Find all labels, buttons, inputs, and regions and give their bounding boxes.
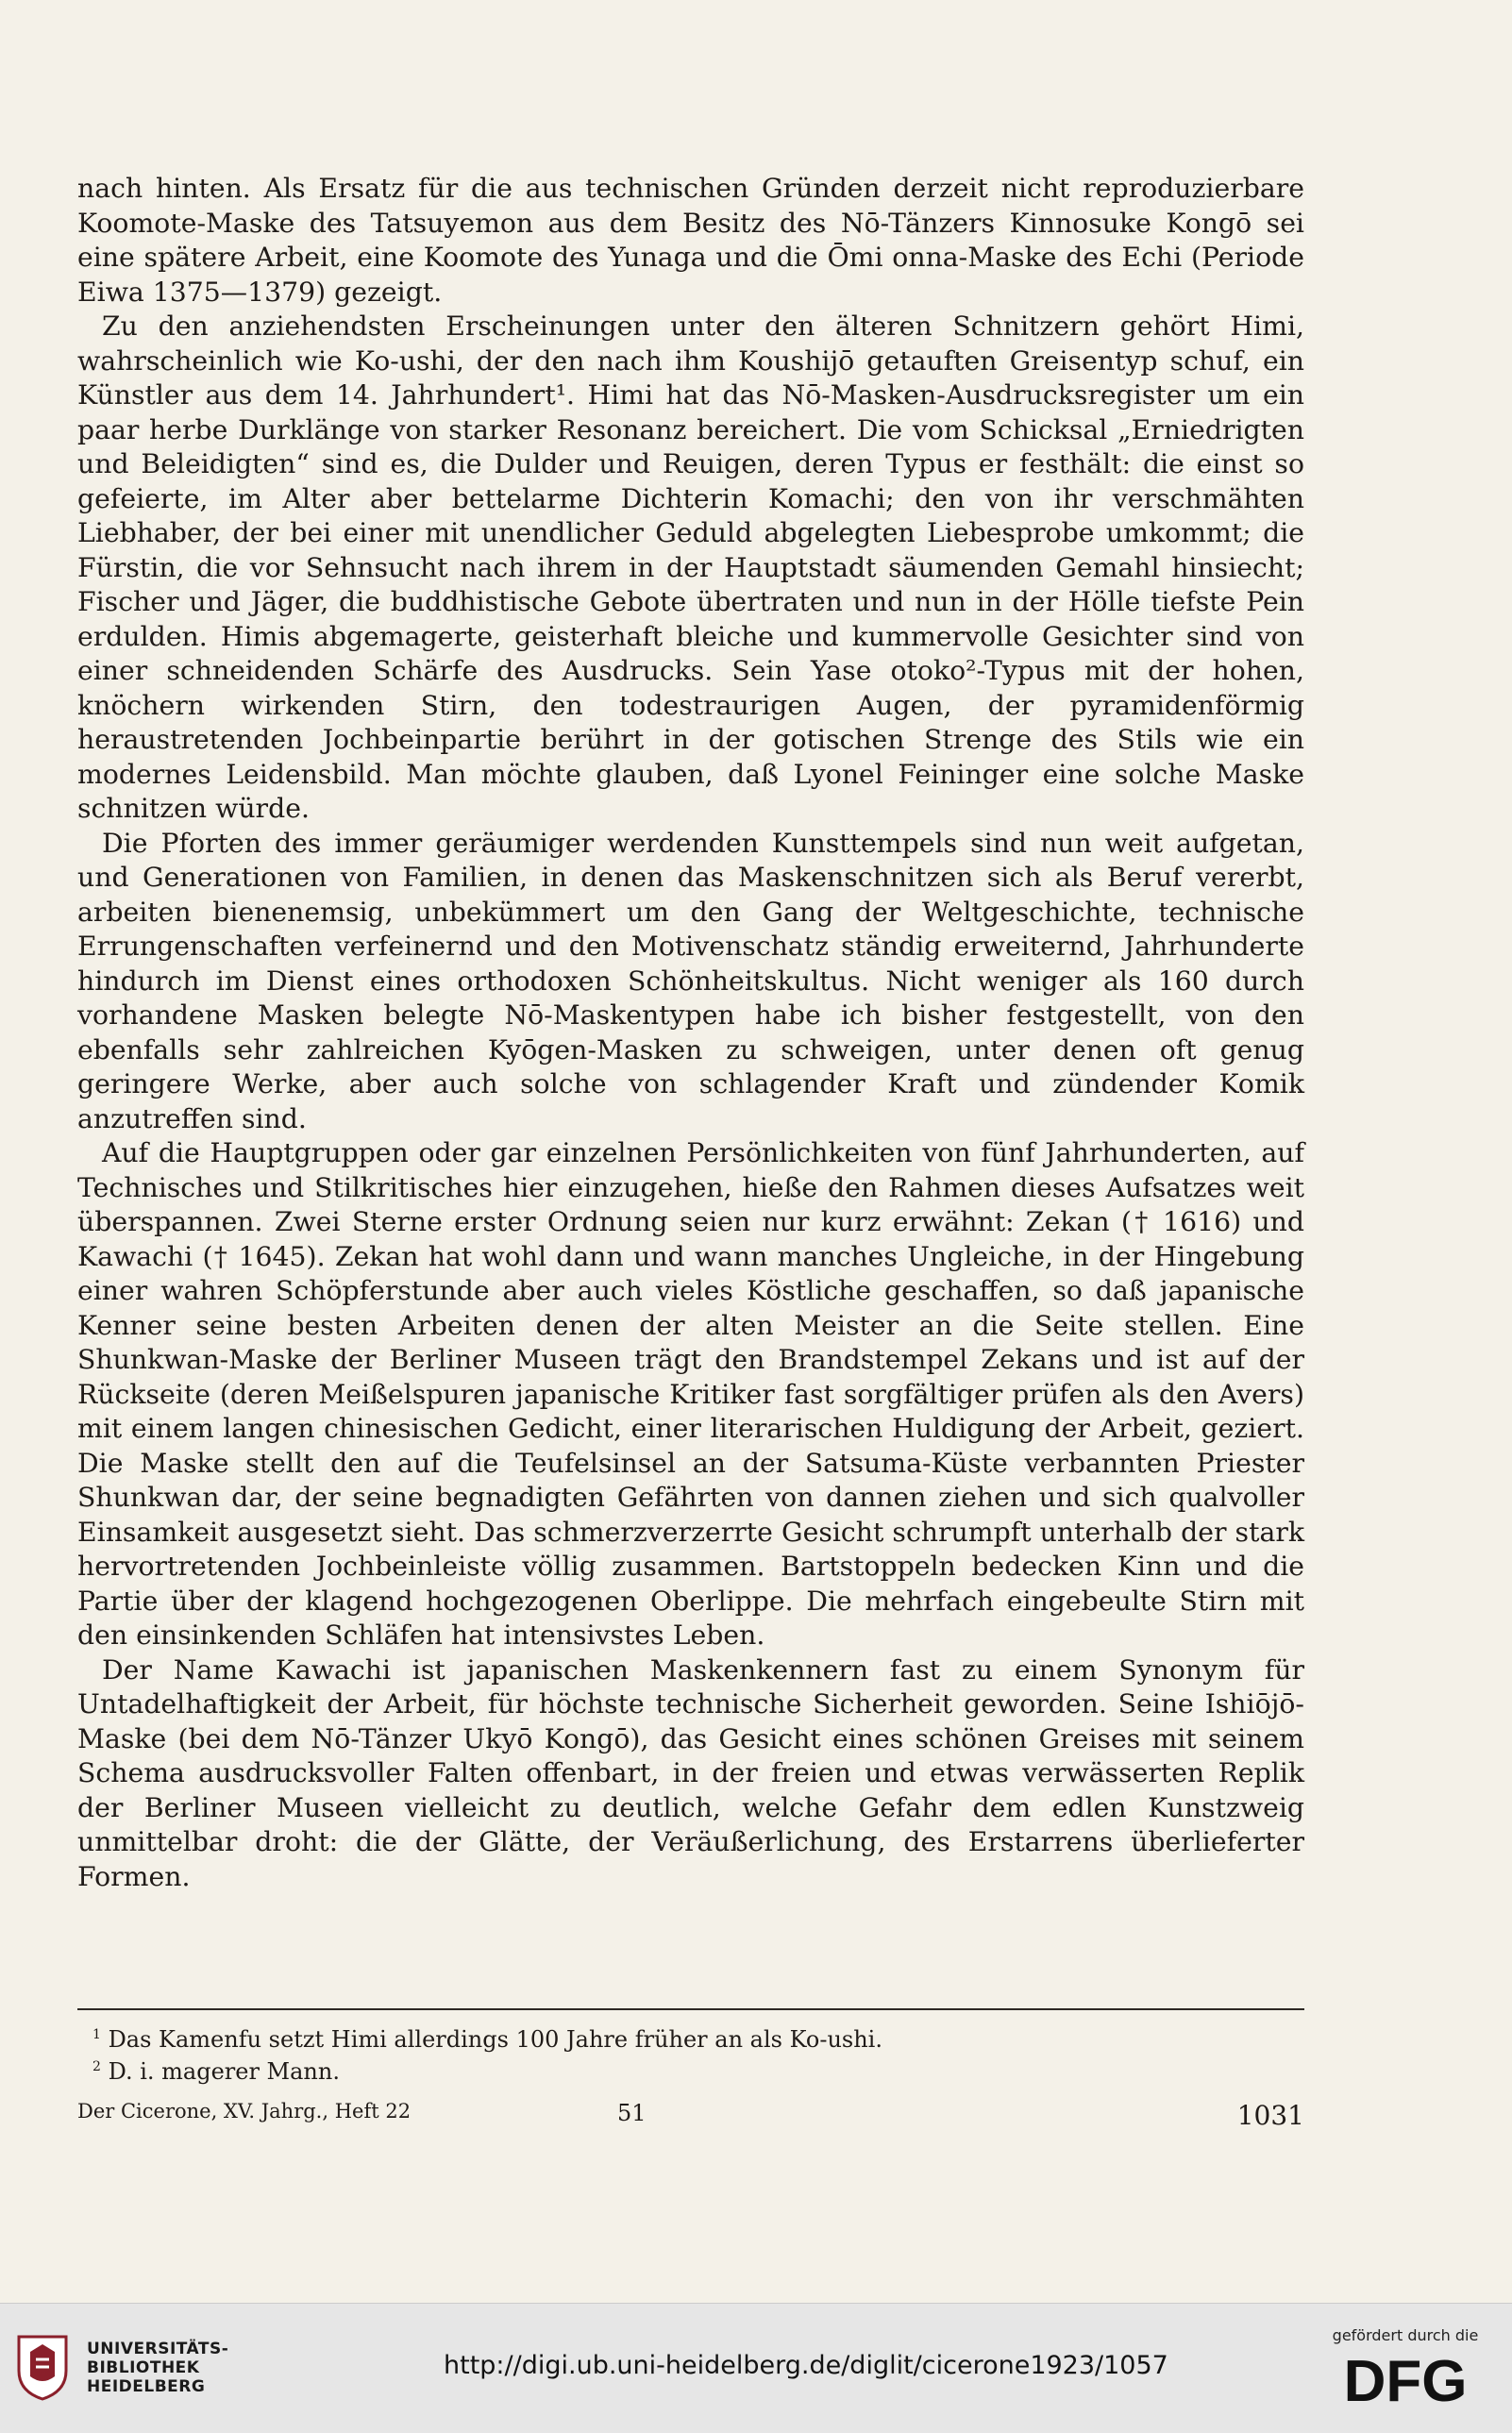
paragraph-2: Zu den anziehendsten Erscheinungen unter den älteren Schnitzern gehört Himi, wahrscheinlich wie Ko-ushi, der den nach ihm Koushijō getauften Greisentyp schuf, ein Künstler aus dem 14. Jahrhundert¹. Himi hat das Nō-Masken-Ausdrucksregister um ein paar herbe Durklänge von starker Resonanz bereichert. Die vom Schicksal „Erniedrigten und Beleidigten“ sind es, die Dulder und Reuigen, deren Typus er festhält: die einst so gefeierte, im Alter aber bettelarme Dichterin Komachi; den von ihr verschmähten Liebhaber, der bei einer mit unendlicher Geduld abgelegten Liebesprobe umkommt; die Fürstin, die vor Sehnsucht nach ihrem in der Hauptstadt säumenden Gemahl hinsiecht; Fischer und Jäger, die buddhistische Gebote übertraten und nun in der Hölle tiefste Pein erdulden. Himis abgemagerte, geisterhaft bleiche und kummervolle Gesichter sind von einer schneidenden Schärfe des Ausdrucks. Sein Yase otoko²-Typus mit der hohen, knöchern wirkenden Stirn, den todestraurigen Augen, der pyramidenförmig heraustretenden Jochbeinpartie berührt in der gotischen Strenge des Stils wie ein modernes Leidensbild. Man möchte glauben, daß Lyonel Feininger eine solche Maske schnitzen würde. — [77, 310, 1304, 824]
footnote-2 — [77, 2055, 1304, 2088]
footnote-rule — [77, 2008, 1304, 2010]
library-name-line: UNIVERSITÄTS- — [87, 2340, 229, 2358]
sponsor-caption: gefördert durch die — [1332, 2326, 1479, 2344]
journal-title: Der Cicerone, XV. Jahrg., Heft 22 — [77, 2100, 412, 2123]
dfg-logo-icon — [1320, 2350, 1490, 2408]
library-name-line: HEIDELBERG — [87, 2377, 206, 2396]
paragraph-1: nach hinten. Als Ersatz für die aus technischen Gründen derzeit nicht reproduzierbare Koomote-Maske des Tatsuyemon aus dem Besitz des Nō-Tänzers Kinnosuke Kongō sei eine spätere Arbeit, eine Koomote des Yunaga und die Ōmi onna-Maske des Echi (Periode Eiwa 1375—1379) gezeigt. — [77, 173, 1304, 308]
permalink-url[interactable]: http://digi.ub.uni-heidelberg.de/diglit/cicerone1923/1057 — [444, 2351, 1168, 2380]
viewer-footer-bar — [0, 2303, 1512, 2433]
university-seal-icon[interactable] — [13, 2333, 72, 2401]
footnote-text: Das Kamenfu setzt Himi allerdings 100 Jahre früher an als Ko-ushi. — [108, 2026, 882, 2053]
footnote-mark: 1 — [92, 2027, 101, 2042]
library-name[interactable] — [87, 2340, 228, 2396]
footnote-mark: 2 — [92, 2059, 101, 2074]
sponsor-block[interactable] — [1316, 2326, 1495, 2408]
paragraph-3: Die Pforten des immer geräumiger werdenden Kunsttempels sind nun weit aufgetan, und Generationen von Familien, in denen das Maskenschnitzen sich als Beruf vererbt, arbeiten bienenemsig, unbekümmert um den Gang der Weltgeschichte, technische Errungenschaften verfeinernd und den Motivenschatz ständig erweiternd, Jahrhunderte hindurch im Dienst eines orthodoxen Schönheitskultus. Nicht weniger als 160 durch vorhandene Masken belegte Nō-Maskentypen habe ich bisher festgestellt, von den ebenfalls sehr zahlreichen Kyōgen-Masken zu schweigen, unter denen oft genug geringere Werke, aber auch solche von schlagender Kraft und zündender Komik anzutreffen sind. — [77, 827, 1304, 1134]
footnotes — [77, 2023, 1304, 2088]
page-number: 1031 — [1236, 2100, 1304, 2131]
library-name-line: BIBLIOTHEK — [87, 2358, 200, 2377]
footnote-1 — [77, 2023, 1304, 2055]
dfg-logo-text: DFG — [1343, 2350, 1468, 2408]
body-text — [77, 172, 1304, 1894]
sheet-number: 51 — [617, 2100, 647, 2126]
paragraph-5: Der Name Kawachi ist japanischen Maskenkennern fast zu einem Synonym für Untadelhaftigkeit der Arbeit, für höchste technische Sicherheit geworden. Seine Ishiōjō-Maske (bei dem Nō-Tänzer Ukyō Kongō), das Gesicht eines schönen Greises mit seinem Schema ausdrucksvoller Falten offenbart, in der freien und etwas verwässerten Replik der Berliner Museen vielleicht zu deutlich, welche Gefahr dem edlen Kunstzweig unmittelbar droht: die der Glätte, der Veräußerlichung, des Erstarrens überlieferter Formen. — [77, 1653, 1304, 1892]
paragraph-4: Auf die Hauptgruppen oder gar einzelnen Persönlichkeiten von fünf Jahrhunderten, auf Technisches und Stilkritisches hier einzugehen, hieße den Rahmen dieses Aufsatzes weit überspannen. Zwei Sterne erster Ordnung seien nur kurz erwähnt: Zekan († 1616) und Kawachi († 1645). Zekan hat wohl dann und wann manches Ungleiche, in der Hingebung einer wahren Schöpferstunde aber auch vieles Köstliche geschaffen, so daß japanische Kenner seine besten Arbeiten denen der alten Meister an die Seite stellen. Eine Shunkwan-Maske der Berliner Museen trägt den Brandstempel Zekans und ist auf der Rückseite (deren Meißelspuren japanische Kritiker fast sorgfältiger prüfen als den Avers) mit einem langen chinesischen Gedicht, einer literarischen Huldigung der Arbeit, geziert. Die Maske stellt den auf die Teufelsinsel an der Satsuma-Küste verbannten Priester Shunkwan dar, der seine begnadigten Gefährten von dannen ziehen und sich qualvoller Einsamkeit ausgesetzt sieht. Das schmerzverzerrte Gesicht schrumpft unterhalb der stark hervortretenden Jochbeinleiste völlig zusammen. Bartstoppeln bedecken Kinn und die Partie über der klagend hochgezogenen Oberlippe. Die mehrfach eingebeulte Stirn mit den einsinkenden Schläfen hat intensivstes Leben. — [77, 1137, 1304, 1651]
footnote-text: D. i. magerer Mann. — [108, 2058, 340, 2085]
page-footer — [77, 2100, 1304, 2141]
